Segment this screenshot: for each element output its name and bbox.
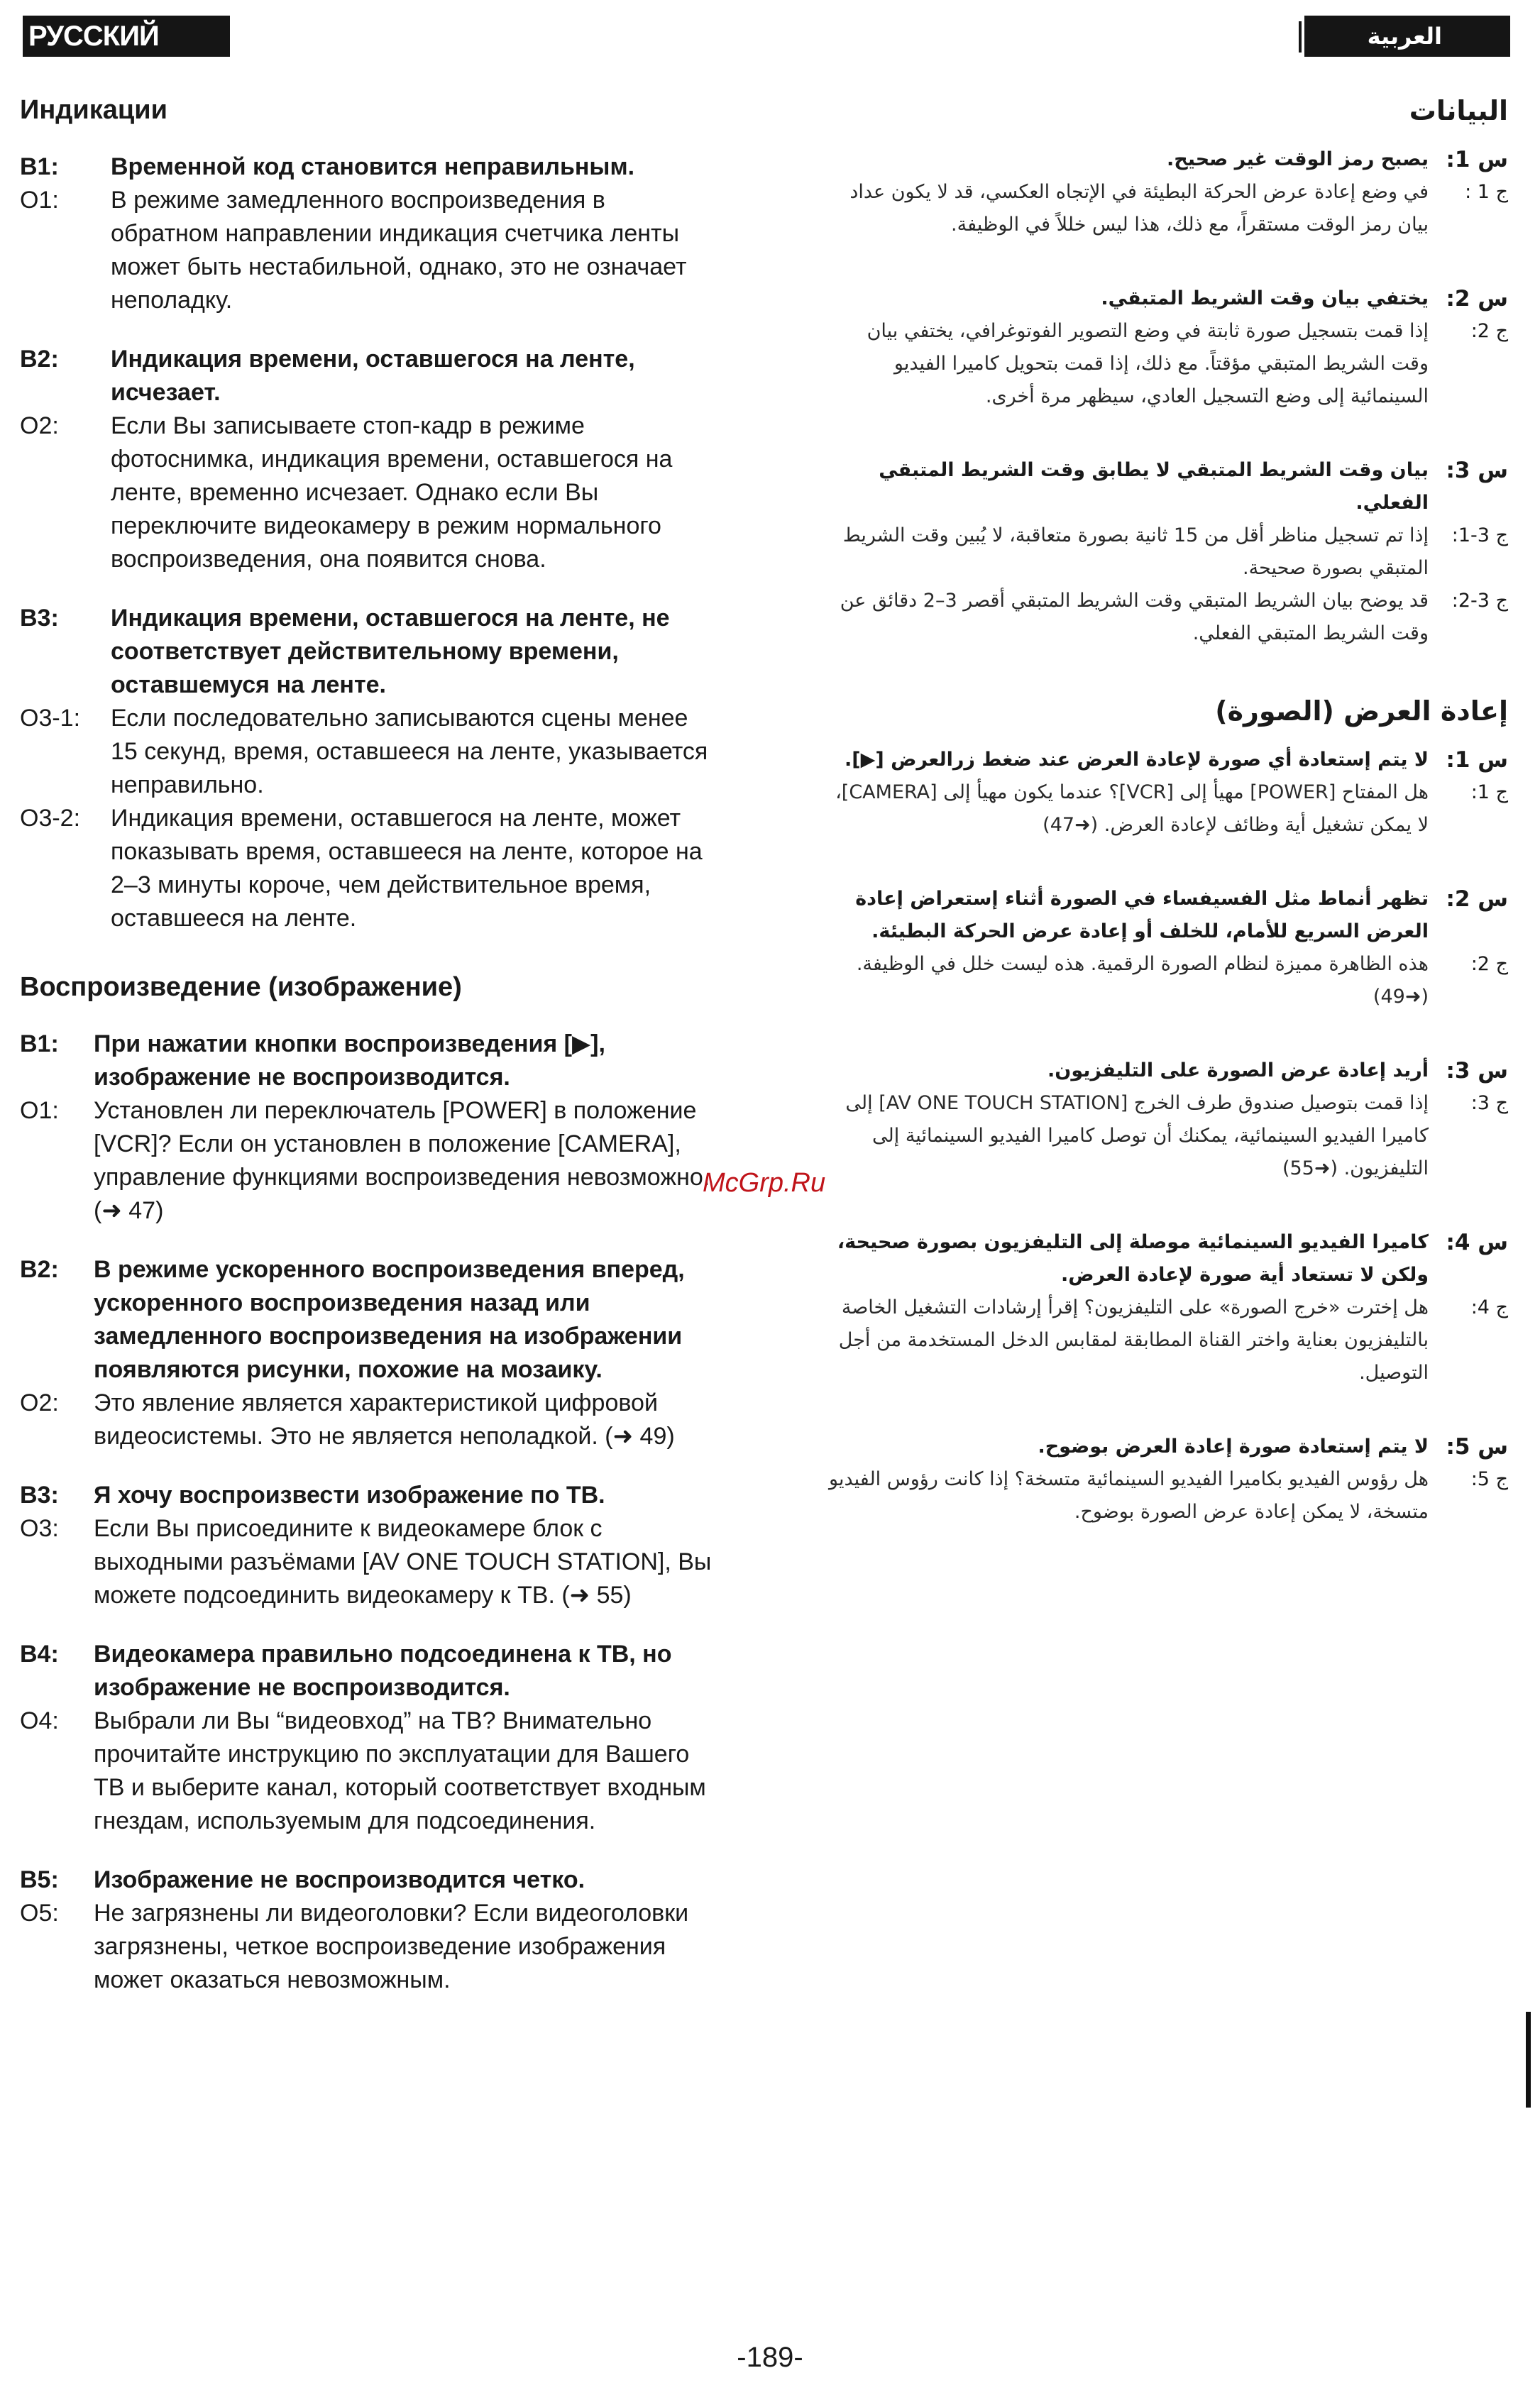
question-label: س 1: bbox=[1446, 147, 1508, 172]
answer-label: О1: bbox=[20, 1097, 59, 1124]
question bbox=[827, 744, 1508, 776]
answer-label: ج 2: bbox=[1470, 320, 1508, 342]
language-tag-russian: РУССКИЙ ЯЗЫК bbox=[23, 16, 230, 57]
question-label: س 1: bbox=[1446, 747, 1508, 773]
answer-text: هل إخترت «خرج الصورة» على التليفزيون؟ إقرأ إرشادات التشغيل الخاصة بالتليفزيون بعناية واختر القناة المطابقة لمقابس الدخل المستخدمة من أجل التوصيل. bbox=[838, 1296, 1429, 1384]
qa-item bbox=[827, 282, 1508, 413]
answer-label: ج 2: bbox=[1470, 953, 1508, 975]
answer bbox=[20, 802, 712, 935]
qa-item bbox=[827, 883, 1508, 1013]
question-text: Видеокамера правильно подсоединена к ТВ, но изображение не воспроизводится. bbox=[94, 1641, 672, 1701]
question-label: س 5: bbox=[1446, 1434, 1508, 1460]
page-number: -189- bbox=[737, 2342, 803, 2373]
question-text: Временной код становится неправильным. bbox=[111, 153, 635, 180]
question-label: В3: bbox=[20, 605, 59, 632]
answer bbox=[20, 1094, 712, 1228]
answer-text: إذا قمت بتوصيل صندوق طرف الخرج [AV ONE TOUCH STATION] إلى كاميرا الفيديو السينمائية، يمكنك أن توصل كاميرا الفيديو السينمائية إلى التليفزيون. (➜55) bbox=[845, 1092, 1429, 1179]
answer bbox=[20, 1897, 712, 1997]
answer-label: ج 1 : bbox=[1465, 181, 1508, 203]
ru-section bbox=[20, 92, 712, 935]
ar-section bbox=[827, 693, 1508, 1529]
question-text: يصبح رمز الوقت غير صحيح. bbox=[1166, 148, 1429, 170]
question bbox=[827, 1226, 1508, 1292]
language-tag-arabic: العربية bbox=[1304, 16, 1510, 57]
question-label: س 2: bbox=[1446, 886, 1508, 912]
question bbox=[20, 343, 712, 409]
answer bbox=[827, 948, 1508, 1013]
question-text: يختفي بيان وقت الشريط المتبقي. bbox=[1101, 287, 1429, 309]
answer-label: ج 3: bbox=[1470, 1092, 1508, 1114]
question-label: س 4: bbox=[1446, 1230, 1508, 1255]
question-label: س 3: bbox=[1446, 1058, 1508, 1084]
answer-text: قد يوضح بيان الشريط المتبقي وقت الشريط المتبقي أقصر 3–2 دقائق عن وقت الشريط المتبقي الفعلي. bbox=[840, 590, 1429, 644]
question-text: لا يتم إستعادة أي صورة لإعادة العرض عند ضغط زرالعرض [▶]. bbox=[844, 749, 1429, 771]
answer-text: В режиме замедленного воспроизведения в обратном направлении индикация счетчика ленты может быть нестабильной, однако, это не означает неполадку. bbox=[111, 187, 687, 314]
question-text: Индикация времени, оставшегося на ленте, исчезает. bbox=[111, 346, 635, 406]
answer-label: ج 5: bbox=[1470, 1468, 1508, 1490]
qa-item bbox=[20, 602, 712, 935]
question-label: В4: bbox=[20, 1641, 59, 1668]
answer-text: Не загрязнены ли видеоголовки? Если видеоголовки загрязнены, четкое воспроизведение изображения может оказаться невозможным. bbox=[94, 1900, 689, 1993]
question bbox=[20, 1638, 712, 1705]
question-text: При нажатии кнопки воспроизведения [▶], изображение не воспроизводится. bbox=[94, 1030, 605, 1091]
question-text: تظهر أنماط مثل الفسيفساء في الصورة أثناء إستعراض إعادة العرض السريع للأمام، للخلف أو إعادة عرض الحركة البطيئة. bbox=[855, 888, 1429, 942]
question bbox=[827, 883, 1508, 948]
question bbox=[827, 1054, 1508, 1087]
answer bbox=[827, 1292, 1508, 1389]
question bbox=[20, 1479, 712, 1512]
answer-text: إذا تم تسجيل مناظر أقل من 15 ثانية بصورة متعاقبة، لا يُبين وقت الشريط المتبقي بصورة صحيحة. bbox=[842, 524, 1429, 579]
answer-label: ج 4: bbox=[1470, 1296, 1508, 1318]
question-label: В2: bbox=[20, 1256, 59, 1283]
answer-text: هل رؤوس الفيديو بكاميرا الفيديو السينمائية متسخة؟ إذا كانت رؤوس الفيديو متسخة، لا يمكن إعادة عرض الصورة بوضوح. bbox=[829, 1468, 1429, 1523]
answer-label: О1: bbox=[20, 187, 59, 214]
answer-text: Если Вы записываете стоп-кадр в режиме фотоснимка, индикация времени, оставшегося на ленте, временно исчезает. Однако если Вы переключите видеокамеру в режим нормального воспроизведения, она появится снова. bbox=[111, 412, 673, 573]
question-text: أريد إعادة عرض الصورة على التليفزيون. bbox=[1047, 1059, 1429, 1081]
answer-text: Если последовательно записываются сцены менее 15 секунд, время, оставшееся на ленте, указывается неправильно. bbox=[111, 705, 708, 798]
qa-item bbox=[20, 150, 712, 317]
section-title: Индикации bbox=[20, 95, 167, 125]
answer-text: Если Вы присоедините к видеокамере блок с выходными разъёмами [AV ONE TOUCH STATION], Вы можете подсоединить видеокамеру к ТВ. (➜ 55) bbox=[94, 1515, 712, 1609]
arabic-column bbox=[827, 92, 1508, 1570]
question bbox=[20, 1253, 712, 1387]
question-text: بيان وقت الشريط المتبقي لا يطابق وقت الشريط المتبقي الفعلي. bbox=[879, 459, 1429, 514]
question-label: س 3: bbox=[1446, 458, 1508, 483]
question-label: В1: bbox=[20, 1030, 59, 1057]
qa-item bbox=[827, 1054, 1508, 1185]
question bbox=[827, 143, 1508, 176]
answer bbox=[827, 519, 1508, 585]
answer bbox=[827, 1463, 1508, 1529]
watermark: McGrp.Ru bbox=[703, 1168, 826, 1198]
qa-item bbox=[20, 343, 712, 576]
question-label: В5: bbox=[20, 1866, 59, 1893]
qa-item bbox=[20, 1638, 712, 1838]
answer-text: Индикация времени, оставшегося на ленте, может показывать время, оставшееся на ленте, которое на 2–3 минуты короче, чем действительное время, оставшееся на ленте. bbox=[111, 805, 703, 932]
answer bbox=[827, 585, 1508, 650]
question bbox=[20, 1028, 712, 1094]
question-label: В3: bbox=[20, 1482, 59, 1509]
tag-divider bbox=[1299, 21, 1302, 53]
question-text: Изображение не воспроизводится четко. bbox=[94, 1866, 585, 1893]
answer-text: Это явление является характеристикой цифровой видеосистемы. Это не является неполадкой. (➜ 49) bbox=[94, 1389, 675, 1450]
qa-item bbox=[827, 1226, 1508, 1389]
qa-item bbox=[20, 1253, 712, 1453]
answer bbox=[827, 176, 1508, 241]
page-edge-marker bbox=[1526, 2012, 1531, 2108]
answer-label: О2: bbox=[20, 1389, 59, 1416]
question bbox=[827, 1431, 1508, 1463]
answer bbox=[827, 1087, 1508, 1185]
section-title: البيانات bbox=[1409, 95, 1508, 126]
question-text: كاميرا الفيديو السينمائية موصلة إلى التليفزيون بصورة صحيحة، ولكن لا تستعاد أية صورة لإعادة العرض. bbox=[837, 1231, 1429, 1286]
qa-item bbox=[827, 1431, 1508, 1529]
qa-item bbox=[20, 1479, 712, 1612]
answer-text: إذا قمت بتسجيل صورة ثابتة في وضع التصوير الفوتوغرافي، يختفي بيان وقت الشريط المتبقي مؤقتاً. مع ذلك، إذا قمت بتحويل كاميرا الفيديو السينمائية إلى وضع التسجيل العادي، سيظهر مرة أخرى. bbox=[867, 320, 1429, 407]
answer bbox=[20, 1705, 712, 1838]
answer-label: О4: bbox=[20, 1707, 59, 1734]
answer-label: ج 3-2: bbox=[1451, 590, 1508, 612]
section-title: إعادة العرض (الصورة) bbox=[1215, 695, 1508, 727]
question-label: س 2: bbox=[1446, 286, 1508, 312]
question bbox=[827, 282, 1508, 315]
answer bbox=[827, 776, 1508, 842]
answer bbox=[20, 702, 712, 802]
answer-text: Выбрали ли Вы “видеовход” на ТВ? Внимательно прочитайте инструкцию по эксплуатации для Вашего ТВ и выберите канал, который соответствует входным гнездам, используемым для подсоединения. bbox=[94, 1707, 706, 1834]
answer-label: ج 3-1: bbox=[1451, 524, 1508, 546]
russian-column bbox=[20, 92, 712, 2022]
qa-item bbox=[20, 1863, 712, 1997]
answer-text: هذه الظاهرة مميزة لنظام الصورة الرقمية. هذه ليست خلل في الوظيفة. (➜49) bbox=[856, 953, 1429, 1008]
answer-label: О3-2: bbox=[20, 805, 81, 832]
question-text: Индикация времени, оставшегося на ленте, не соответствует действительному времени, оставшемуся на ленте. bbox=[111, 605, 670, 698]
answer-label: О3: bbox=[20, 1515, 59, 1542]
answer bbox=[827, 315, 1508, 413]
answer-label: О3-1: bbox=[20, 705, 81, 732]
answer-label: О5: bbox=[20, 1900, 59, 1927]
question-label: В1: bbox=[20, 153, 59, 180]
answer-text: في وضع إعادة عرض الحركة البطيئة في الإتجاه العكسي، قد لا يكون عداد بيان رمز الوقت مستقراً، مع ذلك، هذا ليس خللاً في الوظيفة. bbox=[849, 181, 1429, 236]
qa-item bbox=[20, 1028, 712, 1228]
qa-item bbox=[827, 744, 1508, 842]
question-text: Я хочу воспроизвести изображение по ТВ. bbox=[94, 1482, 605, 1509]
answer-text: Установлен ли переключатель [POWER] в положение [VCR]? Если он установлен в положение [CAMERA], управление функциями воспроизведения невозможно. (➜ 47) bbox=[94, 1097, 710, 1224]
question-text: В режиме ускоренного воспроизведения вперед, ускоренного воспроизведения назад или замедленного воспроизведения на изображении появляются рисунки, похожие на мозаику. bbox=[94, 1256, 685, 1383]
answer bbox=[20, 184, 712, 317]
question-label: В2: bbox=[20, 346, 59, 373]
answer-label: О2: bbox=[20, 412, 59, 439]
question-text: لا يتم إستعادة صورة إعادة العرض بوضوح. bbox=[1038, 1436, 1429, 1458]
answer-label: ج 1: bbox=[1470, 781, 1508, 803]
answer bbox=[20, 1512, 712, 1612]
question bbox=[827, 454, 1508, 519]
qa-item bbox=[827, 143, 1508, 241]
answer bbox=[20, 409, 712, 576]
question bbox=[20, 150, 712, 184]
question bbox=[20, 1863, 712, 1897]
section-title: Воспроизведение (изображение) bbox=[20, 972, 462, 1002]
ar-section bbox=[827, 92, 1508, 650]
ru-section bbox=[20, 969, 712, 1997]
question bbox=[20, 602, 712, 702]
answer-text: هل المفتاح [POWER] مهيأ إلى [VCR]؟ عندما يكون مهيأ إلى [CAMERA]، لا يمكن تشغيل أية وظائف لإعادة العرض. (➜47) bbox=[835, 781, 1429, 836]
qa-item bbox=[827, 454, 1508, 650]
answer bbox=[20, 1387, 712, 1453]
